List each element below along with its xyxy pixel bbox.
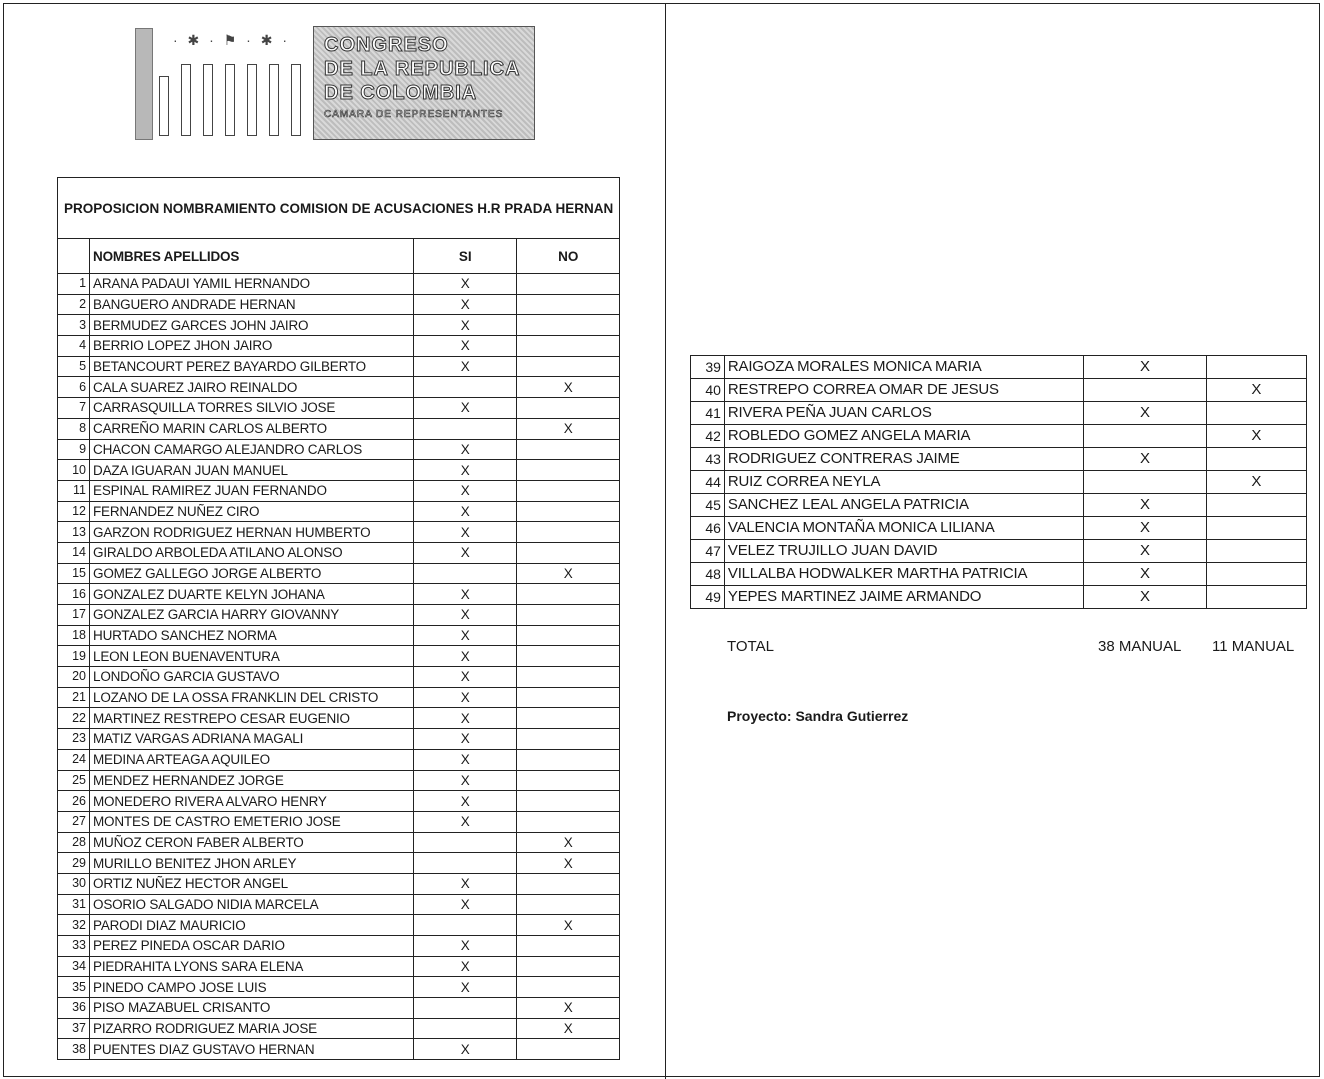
table-row: [58, 563, 620, 584]
row-si-mark: [1084, 425, 1206, 448]
row-name: FERNANDEZ NUÑEZ CIRO: [90, 501, 414, 522]
row-name: PIZARRO RODRIGUEZ MARIA JOSE: [90, 1018, 414, 1039]
row-no-mark: X: [1206, 471, 1306, 494]
row-number: 15: [58, 563, 90, 584]
row-si-mark: [414, 418, 517, 439]
row-name: MURILLO BENITEZ JHON ARLEY: [90, 853, 414, 874]
row-no-mark: [1206, 563, 1306, 586]
row-si-mark: X: [414, 336, 517, 357]
row-si-mark: [414, 853, 517, 874]
row-name: ARANA PADAUI YAMIL HERNANDO: [90, 274, 414, 295]
row-si-mark: [414, 377, 517, 398]
table-row: [58, 791, 620, 812]
row-si-mark: [1084, 379, 1206, 402]
row-si-mark: X: [414, 811, 517, 832]
table-row: [58, 667, 620, 688]
row-si-mark: X: [414, 315, 517, 336]
row-si-mark: X: [414, 605, 517, 626]
row-no-mark: X: [517, 998, 620, 1019]
row-no-mark: [517, 1039, 620, 1060]
table-row: [58, 522, 620, 543]
row-no-mark: [517, 770, 620, 791]
row-si-mark: X: [414, 873, 517, 894]
row-no-mark: [517, 894, 620, 915]
header-si: SI: [414, 239, 517, 274]
row-no-mark: [517, 646, 620, 667]
row-si-mark: X: [414, 749, 517, 770]
row-number: 36: [58, 998, 90, 1019]
row-no-mark: [517, 294, 620, 315]
table-row: [58, 398, 620, 419]
row-number: 8: [58, 418, 90, 439]
table-row: [691, 425, 1307, 448]
row-si-mark: X: [414, 480, 517, 501]
seal-line-2: DE LA REPUBLICA: [324, 58, 521, 80]
row-si-mark: X: [414, 977, 517, 998]
seal-line-1: CONGRESO: [324, 34, 449, 56]
header-names: NOMBRES APELLIDOS: [90, 239, 414, 274]
row-name: SANCHEZ LEAL ANGELA PATRICIA: [724, 494, 1084, 517]
row-name: CARREÑO MARIN CARLOS ALBERTO: [90, 418, 414, 439]
row-si-mark: X: [1084, 356, 1206, 379]
row-name: PISO MAZABUEL CRISANTO: [90, 998, 414, 1019]
row-number: 44: [691, 471, 725, 494]
row-number: 46: [691, 517, 725, 540]
row-si-mark: [414, 915, 517, 936]
row-name: MUÑOZ CERON FABER ALBERTO: [90, 832, 414, 853]
row-number: 9: [58, 439, 90, 460]
row-si-mark: X: [414, 584, 517, 605]
row-name: LOZANO DE LA OSSA FRANKLIN DEL CRISTO: [90, 687, 414, 708]
table-row: [58, 956, 620, 977]
table-row: [58, 687, 620, 708]
row-no-mark: X: [517, 853, 620, 874]
row-name: MENDEZ HERNANDEZ JORGE: [90, 770, 414, 791]
row-name: GONZALEZ DUARTE KELYN JOHANA: [90, 584, 414, 605]
row-no-mark: [517, 936, 620, 957]
table-row: [58, 1018, 620, 1039]
row-no-mark: [517, 315, 620, 336]
row-name: MEDINA ARTEAGA AQUILEO: [90, 749, 414, 770]
row-number: 42: [691, 425, 725, 448]
row-si-mark: X: [1084, 517, 1206, 540]
vote-table-left: [57, 177, 620, 1060]
row-name: GARZON RODRIGUEZ HERNAN HUMBERTO: [90, 522, 414, 543]
row-no-mark: [517, 398, 620, 419]
row-no-mark: [1206, 540, 1306, 563]
row-number: 35: [58, 977, 90, 998]
header-no: NO: [517, 239, 620, 274]
row-name: BERMUDEZ GARCES JOHN JAIRO: [90, 315, 414, 336]
row-name: MONTES DE CASTRO EMETERIO JOSE: [90, 811, 414, 832]
row-si-mark: X: [1084, 448, 1206, 471]
row-name: ESPINAL RAMIREZ JUAN FERNANDO: [90, 480, 414, 501]
row-si-mark: X: [414, 274, 517, 295]
table-row: [58, 977, 620, 998]
table-row: [58, 439, 620, 460]
row-number: 19: [58, 646, 90, 667]
row-name: OSORIO SALGADO NIDIA MARCELA: [90, 894, 414, 915]
vote-table-right: [690, 355, 1307, 609]
row-si-mark: X: [414, 936, 517, 957]
row-number: 34: [58, 956, 90, 977]
row-si-mark: X: [1084, 586, 1206, 609]
row-name: MONEDERO RIVERA ALVARO HENRY: [90, 791, 414, 812]
table-row: [58, 811, 620, 832]
row-no-mark: [1206, 494, 1306, 517]
row-number: 12: [58, 501, 90, 522]
row-no-mark: X: [1206, 425, 1306, 448]
row-no-mark: [1206, 586, 1306, 609]
total-label: TOTAL: [727, 638, 774, 655]
row-number: 17: [58, 605, 90, 626]
row-si-mark: X: [414, 522, 517, 543]
row-no-mark: [517, 956, 620, 977]
row-no-mark: [517, 749, 620, 770]
table-row: [58, 336, 620, 357]
header-num-cell: [58, 239, 90, 274]
row-si-mark: [414, 1018, 517, 1039]
row-no-mark: [517, 274, 620, 295]
row-name: ROBLEDO GOMEZ ANGELA MARIA: [724, 425, 1084, 448]
row-name: CALA SUAREZ JAIRO REINALDO: [90, 377, 414, 398]
row-no-mark: [517, 542, 620, 563]
row-name: BANGUERO ANDRADE HERNAN: [90, 294, 414, 315]
row-number: 22: [58, 708, 90, 729]
row-number: 28: [58, 832, 90, 853]
row-name: ORTIZ NUÑEZ HECTOR ANGEL: [90, 873, 414, 894]
row-no-mark: [517, 811, 620, 832]
row-no-mark: X: [517, 915, 620, 936]
row-si-mark: X: [414, 1039, 517, 1060]
row-si-mark: X: [414, 894, 517, 915]
seal-line-4: CAMARA DE REPRESENTANTES: [324, 109, 504, 120]
table-row: [58, 501, 620, 522]
row-name: HURTADO SANCHEZ NORMA: [90, 625, 414, 646]
row-name: RESTREPO CORREA OMAR DE JESUS: [724, 379, 1084, 402]
row-number: 25: [58, 770, 90, 791]
row-si-mark: X: [1084, 540, 1206, 563]
row-si-mark: X: [414, 398, 517, 419]
row-name: PUENTES DIAZ GUSTAVO HERNAN: [90, 1039, 414, 1060]
table-row: [691, 563, 1307, 586]
row-name: PIEDRAHITA LYONS SARA ELENA: [90, 956, 414, 977]
row-number: 26: [58, 791, 90, 812]
row-si-mark: X: [414, 687, 517, 708]
row-number: 3: [58, 315, 90, 336]
row-name: PINEDO CAMPO JOSE LUIS: [90, 977, 414, 998]
table-row: [58, 294, 620, 315]
row-si-mark: X: [414, 791, 517, 812]
row-number: 49: [691, 586, 725, 609]
table-row: [58, 377, 620, 398]
row-name: VALENCIA MONTAÑA MONICA LILIANA: [724, 517, 1084, 540]
row-name: PARODI DIAZ MAURICIO: [90, 915, 414, 936]
row-number: 39: [691, 356, 725, 379]
table-row: [691, 540, 1307, 563]
row-name: MARTINEZ RESTREPO CESAR EUGENIO: [90, 708, 414, 729]
row-name: GONZALEZ GARCIA HARRY GIOVANNY: [90, 605, 414, 626]
table-header-row: [58, 239, 620, 274]
row-no-mark: [517, 729, 620, 750]
row-number: 4: [58, 336, 90, 357]
row-si-mark: X: [414, 708, 517, 729]
project-credit: Proyecto: Sandra Gutierrez: [727, 708, 909, 724]
row-number: 38: [58, 1039, 90, 1060]
row-si-mark: X: [414, 729, 517, 750]
table-row: [58, 729, 620, 750]
row-no-mark: [517, 625, 620, 646]
total-si: 38 MANUAL: [1098, 638, 1182, 655]
logo-pillar-block: [135, 28, 153, 140]
row-number: 16: [58, 584, 90, 605]
row-no-mark: [517, 977, 620, 998]
row-si-mark: X: [414, 667, 517, 688]
row-name: RAIGOZA MORALES MONICA MARIA: [724, 356, 1084, 379]
row-number: 6: [58, 377, 90, 398]
row-no-mark: [517, 336, 620, 357]
table-row: [58, 646, 620, 667]
page-divider: [665, 3, 666, 1079]
row-si-mark: X: [414, 294, 517, 315]
row-number: 7: [58, 398, 90, 419]
row-no-mark: X: [517, 377, 620, 398]
row-number: 29: [58, 853, 90, 874]
row-name: VELEZ TRUJILLO JUAN DAVID: [724, 540, 1084, 563]
table-row: [58, 542, 620, 563]
row-number: 40: [691, 379, 725, 402]
row-no-mark: [517, 356, 620, 377]
row-name: DAZA IGUARAN JUAN MANUEL: [90, 460, 414, 481]
congress-seal: [313, 26, 535, 140]
row-name: YEPES MARTINEZ JAIME ARMANDO: [724, 586, 1084, 609]
table-title-row: [58, 178, 620, 239]
row-number: 10: [58, 460, 90, 481]
table-row: [691, 586, 1307, 609]
row-no-mark: [517, 522, 620, 543]
row-name: RUIZ CORREA NEYLA: [724, 471, 1084, 494]
table-row: [58, 315, 620, 336]
total-no: 11 MANUAL: [1212, 638, 1295, 655]
row-number: 2: [58, 294, 90, 315]
table-row: [58, 915, 620, 936]
row-name: LEON LEON BUENAVENTURA: [90, 646, 414, 667]
row-no-mark: [1206, 356, 1306, 379]
row-number: 45: [691, 494, 725, 517]
logo-ornament: · ✱ · ⚑ · ✱ ·: [173, 32, 290, 48]
row-number: 13: [58, 522, 90, 543]
row-no-mark: [517, 605, 620, 626]
table-row: [58, 853, 620, 874]
row-number: 41: [691, 402, 725, 425]
row-no-mark: [517, 480, 620, 501]
row-name: CHACON CAMARGO ALEJANDRO CARLOS: [90, 439, 414, 460]
row-si-mark: X: [414, 460, 517, 481]
row-number: 31: [58, 894, 90, 915]
table-row: [691, 517, 1307, 540]
row-no-mark: [517, 584, 620, 605]
row-name: LONDOÑO GARCIA GUSTAVO: [90, 667, 414, 688]
row-number: 30: [58, 873, 90, 894]
table-row: [58, 770, 620, 791]
table-row: [58, 605, 620, 626]
table-row: [58, 274, 620, 295]
row-name: BETANCOURT PEREZ BAYARDO GILBERTO: [90, 356, 414, 377]
table-row: [58, 460, 620, 481]
row-no-mark: [517, 708, 620, 729]
row-si-mark: X: [414, 439, 517, 460]
row-no-mark: X: [517, 832, 620, 853]
row-no-mark: [517, 439, 620, 460]
row-number: 14: [58, 542, 90, 563]
logo-columns-icon: [159, 64, 323, 136]
row-si-mark: [414, 832, 517, 853]
table-row: [58, 873, 620, 894]
table-row: [58, 418, 620, 439]
row-number: 43: [691, 448, 725, 471]
table-row: [58, 894, 620, 915]
row-number: 48: [691, 563, 725, 586]
row-no-mark: [1206, 517, 1306, 540]
row-number: 5: [58, 356, 90, 377]
row-si-mark: X: [414, 770, 517, 791]
seal-line-3: DE COLOMBIA: [324, 82, 478, 104]
table-row: [691, 494, 1307, 517]
row-si-mark: X: [414, 956, 517, 977]
row-no-mark: [517, 687, 620, 708]
table-row: [58, 480, 620, 501]
row-number: 18: [58, 625, 90, 646]
table-row: [691, 356, 1307, 379]
row-no-mark: X: [517, 563, 620, 584]
row-no-mark: [1206, 402, 1306, 425]
row-name: VILLALBA HODWALKER MARTHA PATRICIA: [724, 563, 1084, 586]
row-si-mark: X: [1084, 402, 1206, 425]
row-number: 20: [58, 667, 90, 688]
congress-logo: [133, 20, 543, 142]
table-row: [58, 1039, 620, 1060]
row-number: 37: [58, 1018, 90, 1039]
row-si-mark: [1084, 471, 1206, 494]
row-no-mark: [517, 667, 620, 688]
row-number: 21: [58, 687, 90, 708]
row-si-mark: [414, 563, 517, 584]
table-row: [691, 379, 1307, 402]
row-si-mark: X: [1084, 494, 1206, 517]
row-no-mark: [1206, 448, 1306, 471]
row-number: 47: [691, 540, 725, 563]
row-si-mark: X: [414, 646, 517, 667]
table-row: [691, 448, 1307, 471]
row-name: CARRASQUILLA TORRES SILVIO JOSE: [90, 398, 414, 419]
row-name: MATIZ VARGAS ADRIANA MAGALI: [90, 729, 414, 750]
table-row: [58, 749, 620, 770]
row-si-mark: X: [1084, 563, 1206, 586]
row-no-mark: [517, 460, 620, 481]
table-row: [58, 708, 620, 729]
row-name: GOMEZ GALLEGO JORGE ALBERTO: [90, 563, 414, 584]
row-no-mark: X: [517, 418, 620, 439]
table-row: [691, 402, 1307, 425]
row-si-mark: X: [414, 625, 517, 646]
row-no-mark: X: [1206, 379, 1306, 402]
row-name: RIVERA PEÑA JUAN CARLOS: [724, 402, 1084, 425]
row-name: GIRALDO ARBOLEDA ATILANO ALONSO: [90, 542, 414, 563]
row-number: 33: [58, 936, 90, 957]
row-si-mark: X: [414, 501, 517, 522]
row-si-mark: X: [414, 356, 517, 377]
row-no-mark: [517, 873, 620, 894]
row-name: RODRIGUEZ CONTRERAS JAIME: [724, 448, 1084, 471]
table-row: [58, 936, 620, 957]
row-si-mark: X: [414, 542, 517, 563]
table-row: [58, 584, 620, 605]
row-number: 27: [58, 811, 90, 832]
table-row: [691, 471, 1307, 494]
row-no-mark: X: [517, 1018, 620, 1039]
row-number: 1: [58, 274, 90, 295]
row-number: 32: [58, 915, 90, 936]
row-si-mark: [414, 998, 517, 1019]
row-name: PEREZ PINEDA OSCAR DARIO: [90, 936, 414, 957]
row-number: 24: [58, 749, 90, 770]
row-number: 11: [58, 480, 90, 501]
row-no-mark: [517, 791, 620, 812]
table-row: [58, 998, 620, 1019]
document-title: PROPOSICION NOMBRAMIENTO COMISION DE ACUSACIONES H.R PRADA HERNAN: [58, 178, 620, 239]
row-number: 23: [58, 729, 90, 750]
row-no-mark: [517, 501, 620, 522]
table-row: [58, 356, 620, 377]
table-row: [58, 625, 620, 646]
row-name: BERRIO LOPEZ JHON JAIRO: [90, 336, 414, 357]
table-row: [58, 832, 620, 853]
